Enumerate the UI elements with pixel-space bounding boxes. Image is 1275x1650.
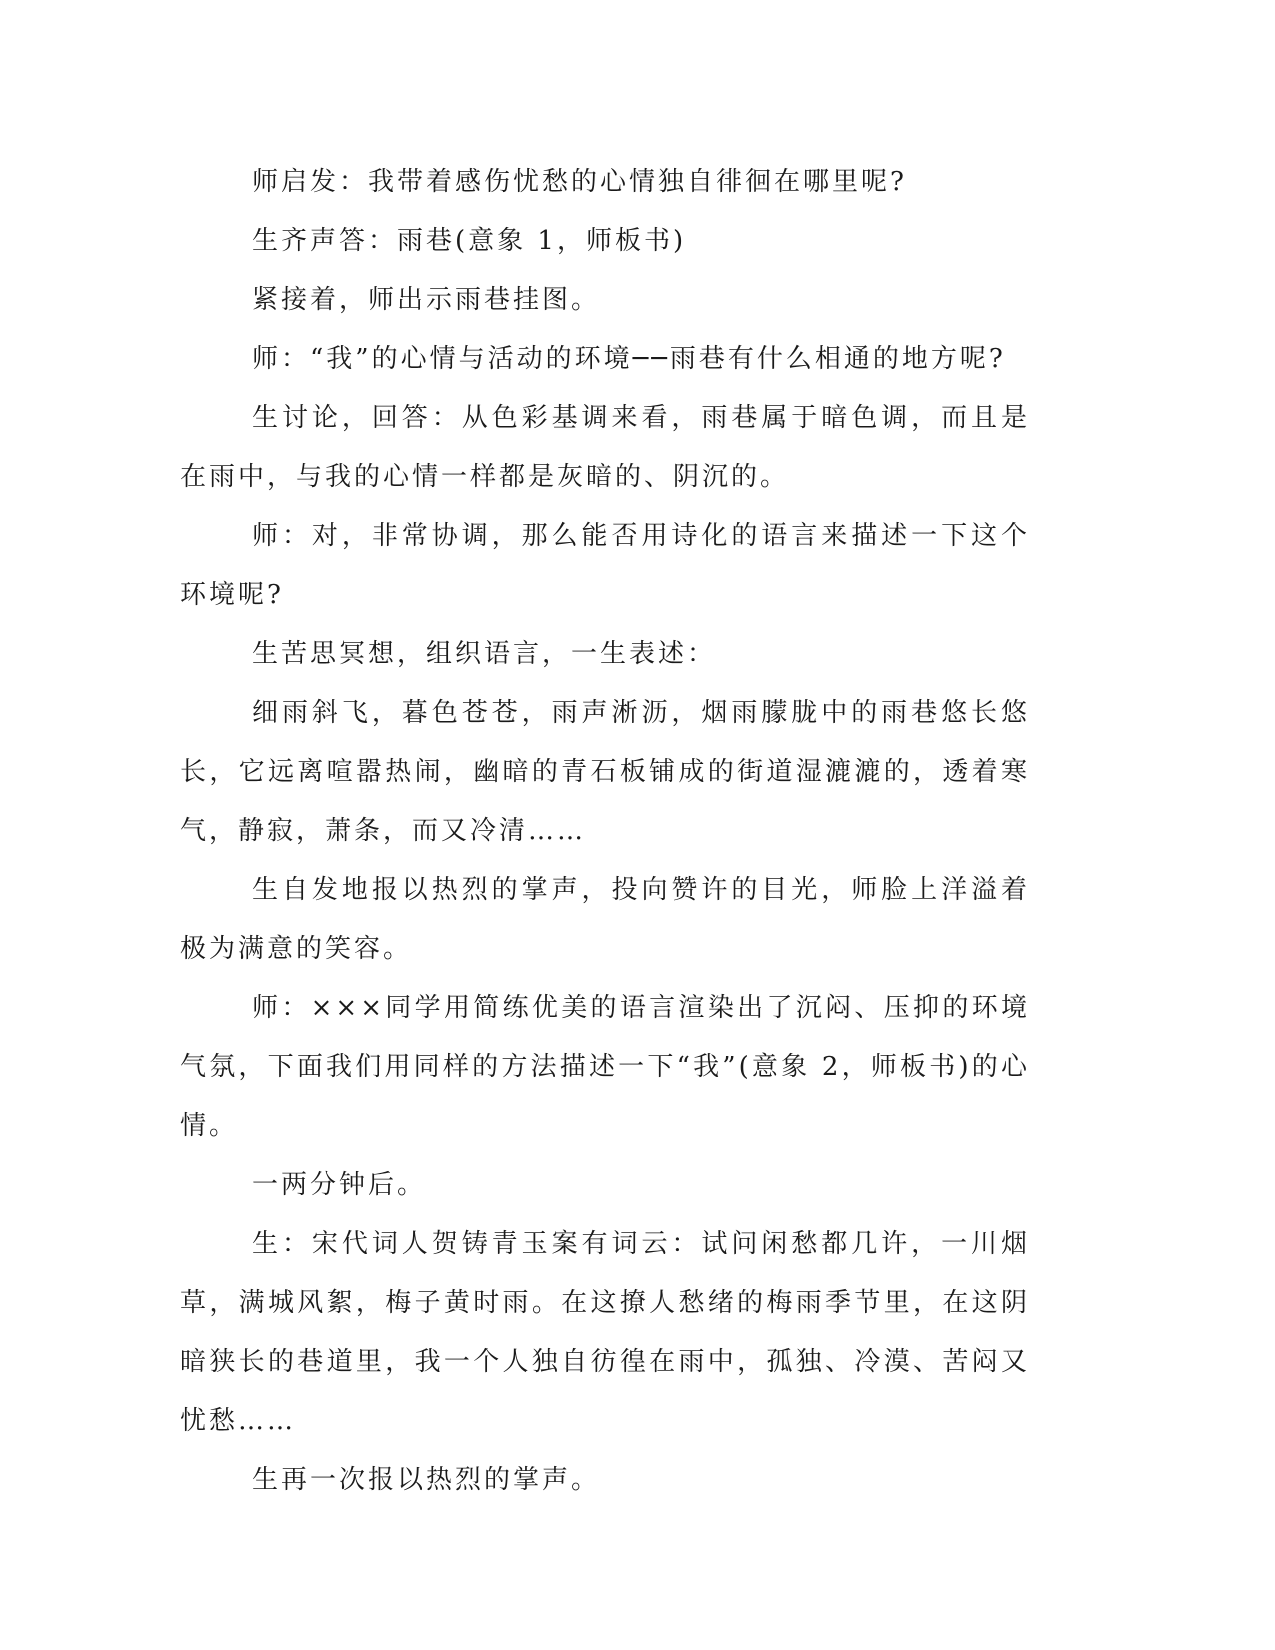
- paragraph-student-poem: 生：宋代词人贺铸青玉案有词云：试问闲愁都几许，一川烟草，满城风絮，梅子黄时雨。在这撩人愁绪的梅雨季节里，在这阴暗狭长的巷道里，我一个人独自彷徨在雨中，孤独、冷漠、苦闷又忧愁……: [180, 1229, 1030, 1436]
- paragraph-minutes-later: 一两分钟后。: [252, 1170, 427, 1200]
- paragraph-applause-again: 生再一次报以热烈的掌声。: [252, 1465, 601, 1495]
- paragraph-show-picture: 紧接着，师出示雨巷挂图。: [252, 285, 601, 315]
- paragraph-student-thinking: 生苦思冥想，组织语言，一生表述：: [252, 639, 717, 669]
- paragraph-students-answer: 生齐声答：雨巷(意象 1，师板书): [252, 226, 687, 256]
- document-page: [180, 153, 1030, 1510]
- paragraph-student-discussion: 生讨论，回答：从色彩基调来看，雨巷属于暗色调，而且是在雨中，与我的心情一样都是灰暗的、阴沉的。: [180, 403, 1030, 492]
- paragraph-teacher-followup: 师：对，非常协调，那么能否用诗化的语言来描述一下这个环境呢?: [180, 521, 1030, 610]
- paragraph-student-description: 细雨斜飞，暮色苍苍，雨声淅沥，烟雨朦胧中的雨巷悠长悠长，它远离喧嚣热闹，幽暗的青石板铺成的街道湿漉漉的，透着寒气，静寂，萧条，而又冷清……: [180, 698, 1030, 846]
- paragraph-teacher-praise: 师：×××同学用简练优美的语言渲染出了沉闷、压抑的环境气氛，下面我们用同样的方法描述一下“我”(意象 2，师板书)的心情。: [180, 993, 1030, 1141]
- paragraph-applause: 生自发地报以热烈的掌声，投向赞许的目光，师脸上洋溢着极为满意的笑容。: [180, 875, 1030, 964]
- paragraph-teacher-prompt: 师启发：我带着感伤忧愁的心情独自徘徊在哪里呢?: [252, 167, 907, 197]
- paragraph-teacher-question: 师：“我”的心情与活动的环境──雨巷有什么相通的地方呢?: [252, 344, 1006, 374]
